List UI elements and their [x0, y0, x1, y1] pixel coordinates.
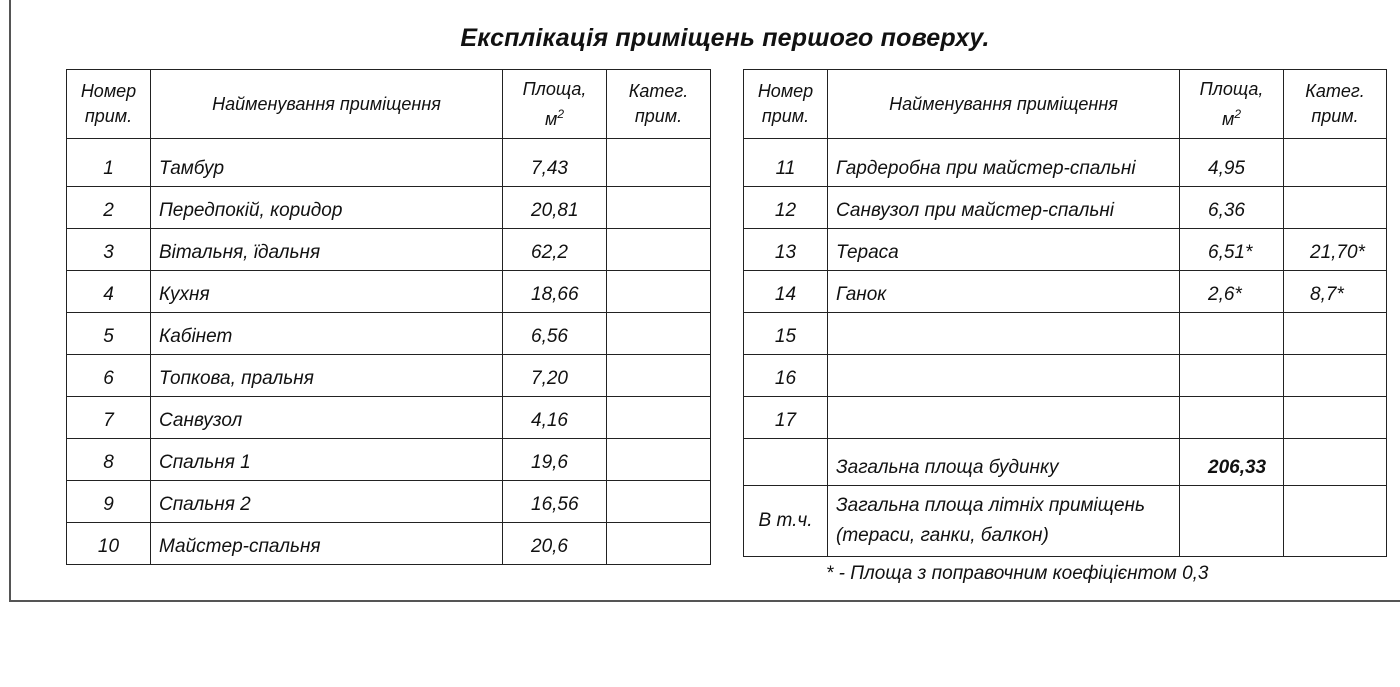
room-number: 2 — [67, 186, 151, 228]
header-name: Найменування приміщення — [151, 70, 503, 139]
table-row — [744, 354, 1387, 396]
room-name — [828, 354, 1180, 396]
table-row — [67, 354, 711, 396]
room-name: Санвузол при майстер-спальні — [828, 186, 1180, 228]
room-area: 20,6 — [503, 522, 607, 564]
room-name: Кухня — [151, 270, 503, 312]
room-area: 4,95 — [1180, 139, 1284, 187]
room-name: Тамбур — [151, 139, 503, 187]
room-name: Спальня 2 — [151, 480, 503, 522]
room-name: Гардеробна при майстер-спальні — [828, 139, 1180, 187]
room-area — [1180, 396, 1284, 438]
frame-left-border — [9, 0, 11, 601]
table-row — [67, 186, 711, 228]
room-area: 6,36 — [1180, 186, 1284, 228]
header-number: Номер прим. — [744, 70, 828, 139]
room-number: 17 — [744, 396, 828, 438]
room-number: 4 — [67, 270, 151, 312]
room-number: 7 — [67, 396, 151, 438]
total-area: 206,33 — [1180, 438, 1284, 486]
room-category — [607, 480, 711, 522]
room-category — [607, 522, 711, 564]
room-category — [607, 312, 711, 354]
room-category — [607, 270, 711, 312]
explication-table-left — [66, 69, 711, 565]
room-area: 4,16 — [503, 396, 607, 438]
room-number: 10 — [67, 522, 151, 564]
table-row — [67, 396, 711, 438]
room-area — [1180, 312, 1284, 354]
summer-name: Загальна площа літніх приміщень (тераси, ганки, балкон) — [828, 486, 1180, 557]
room-category — [607, 396, 711, 438]
room-area: 20,81 — [503, 186, 607, 228]
room-category: 21,70* — [1284, 228, 1387, 270]
room-area: 2,6* — [1180, 270, 1284, 312]
total-category — [1284, 438, 1387, 486]
room-area: 6,51* — [1180, 228, 1284, 270]
room-name — [828, 396, 1180, 438]
header-area: Площа, $м^2$ — [503, 70, 607, 139]
header-number: Номер прим. — [67, 70, 151, 139]
room-area: 7,20 — [503, 354, 607, 396]
room-category — [607, 139, 711, 187]
room-name: Передпокій, коридор — [151, 186, 503, 228]
room-name: Топкова, пральня — [151, 354, 503, 396]
room-number: 13 — [744, 228, 828, 270]
room-area: 18,66 — [503, 270, 607, 312]
room-number: 15 — [744, 312, 828, 354]
table-header-row — [744, 70, 1387, 139]
summer-area-row — [744, 486, 1387, 557]
footnote: * - Площа з поправочним коефіцієнтом 0,3 — [826, 563, 1209, 584]
table-row — [744, 186, 1387, 228]
summer-num: В т.ч. — [744, 486, 828, 557]
total-num — [744, 438, 828, 486]
table-row — [67, 270, 711, 312]
page-title: Експлікація приміщень першого поверху. — [460, 24, 990, 52]
room-name: Тераса — [828, 228, 1180, 270]
room-number: 6 — [67, 354, 151, 396]
table-row — [67, 228, 711, 270]
room-number: 3 — [67, 228, 151, 270]
header-name: Найменування приміщення — [828, 70, 1180, 139]
header-category: Катег. прим. — [1284, 70, 1387, 139]
table-row — [744, 312, 1387, 354]
table-row — [744, 396, 1387, 438]
room-area — [1180, 354, 1284, 396]
table-header-row — [67, 70, 711, 139]
room-number: 16 — [744, 354, 828, 396]
room-name: Вітальня, їдальня — [151, 228, 503, 270]
room-category: 8,7* — [1284, 270, 1387, 312]
room-area: 6,56 — [503, 312, 607, 354]
table-row — [67, 522, 711, 564]
table-row — [67, 480, 711, 522]
header-area: Площа, $м^2$ — [1180, 70, 1284, 139]
room-area: 16,56 — [503, 480, 607, 522]
room-category — [1284, 312, 1387, 354]
room-category — [607, 438, 711, 480]
room-category — [607, 228, 711, 270]
table-row — [67, 139, 711, 187]
explication-table-right — [743, 69, 1387, 557]
total-name: Загальна площа будинку — [828, 438, 1180, 486]
room-number: 11 — [744, 139, 828, 187]
table-row — [67, 312, 711, 354]
room-category — [1284, 186, 1387, 228]
room-name — [828, 312, 1180, 354]
table-row — [744, 228, 1387, 270]
table-row — [744, 270, 1387, 312]
header-category: Катег. прим. — [607, 70, 711, 139]
room-area: 7,43 — [503, 139, 607, 187]
room-category — [1284, 396, 1387, 438]
room-name: Кабінет — [151, 312, 503, 354]
room-name: Спальня 1 — [151, 438, 503, 480]
room-area: 19,6 — [503, 438, 607, 480]
room-number: 14 — [744, 270, 828, 312]
room-name: Санвузол — [151, 396, 503, 438]
room-category — [1284, 139, 1387, 187]
summer-area — [1180, 486, 1284, 557]
total-area-row — [744, 438, 1387, 486]
room-category — [607, 354, 711, 396]
room-name: Майстер-спальня — [151, 522, 503, 564]
table-row — [67, 438, 711, 480]
table-row — [744, 139, 1387, 187]
room-number: 9 — [67, 480, 151, 522]
summer-category — [1284, 486, 1387, 557]
room-number: 12 — [744, 186, 828, 228]
room-number: 1 — [67, 139, 151, 187]
room-area: 62,2 — [503, 228, 607, 270]
room-number: 8 — [67, 438, 151, 480]
room-number: 5 — [67, 312, 151, 354]
room-category — [607, 186, 711, 228]
room-category — [1284, 354, 1387, 396]
room-name: Ганок — [828, 270, 1180, 312]
frame-bottom-border — [9, 600, 1400, 602]
